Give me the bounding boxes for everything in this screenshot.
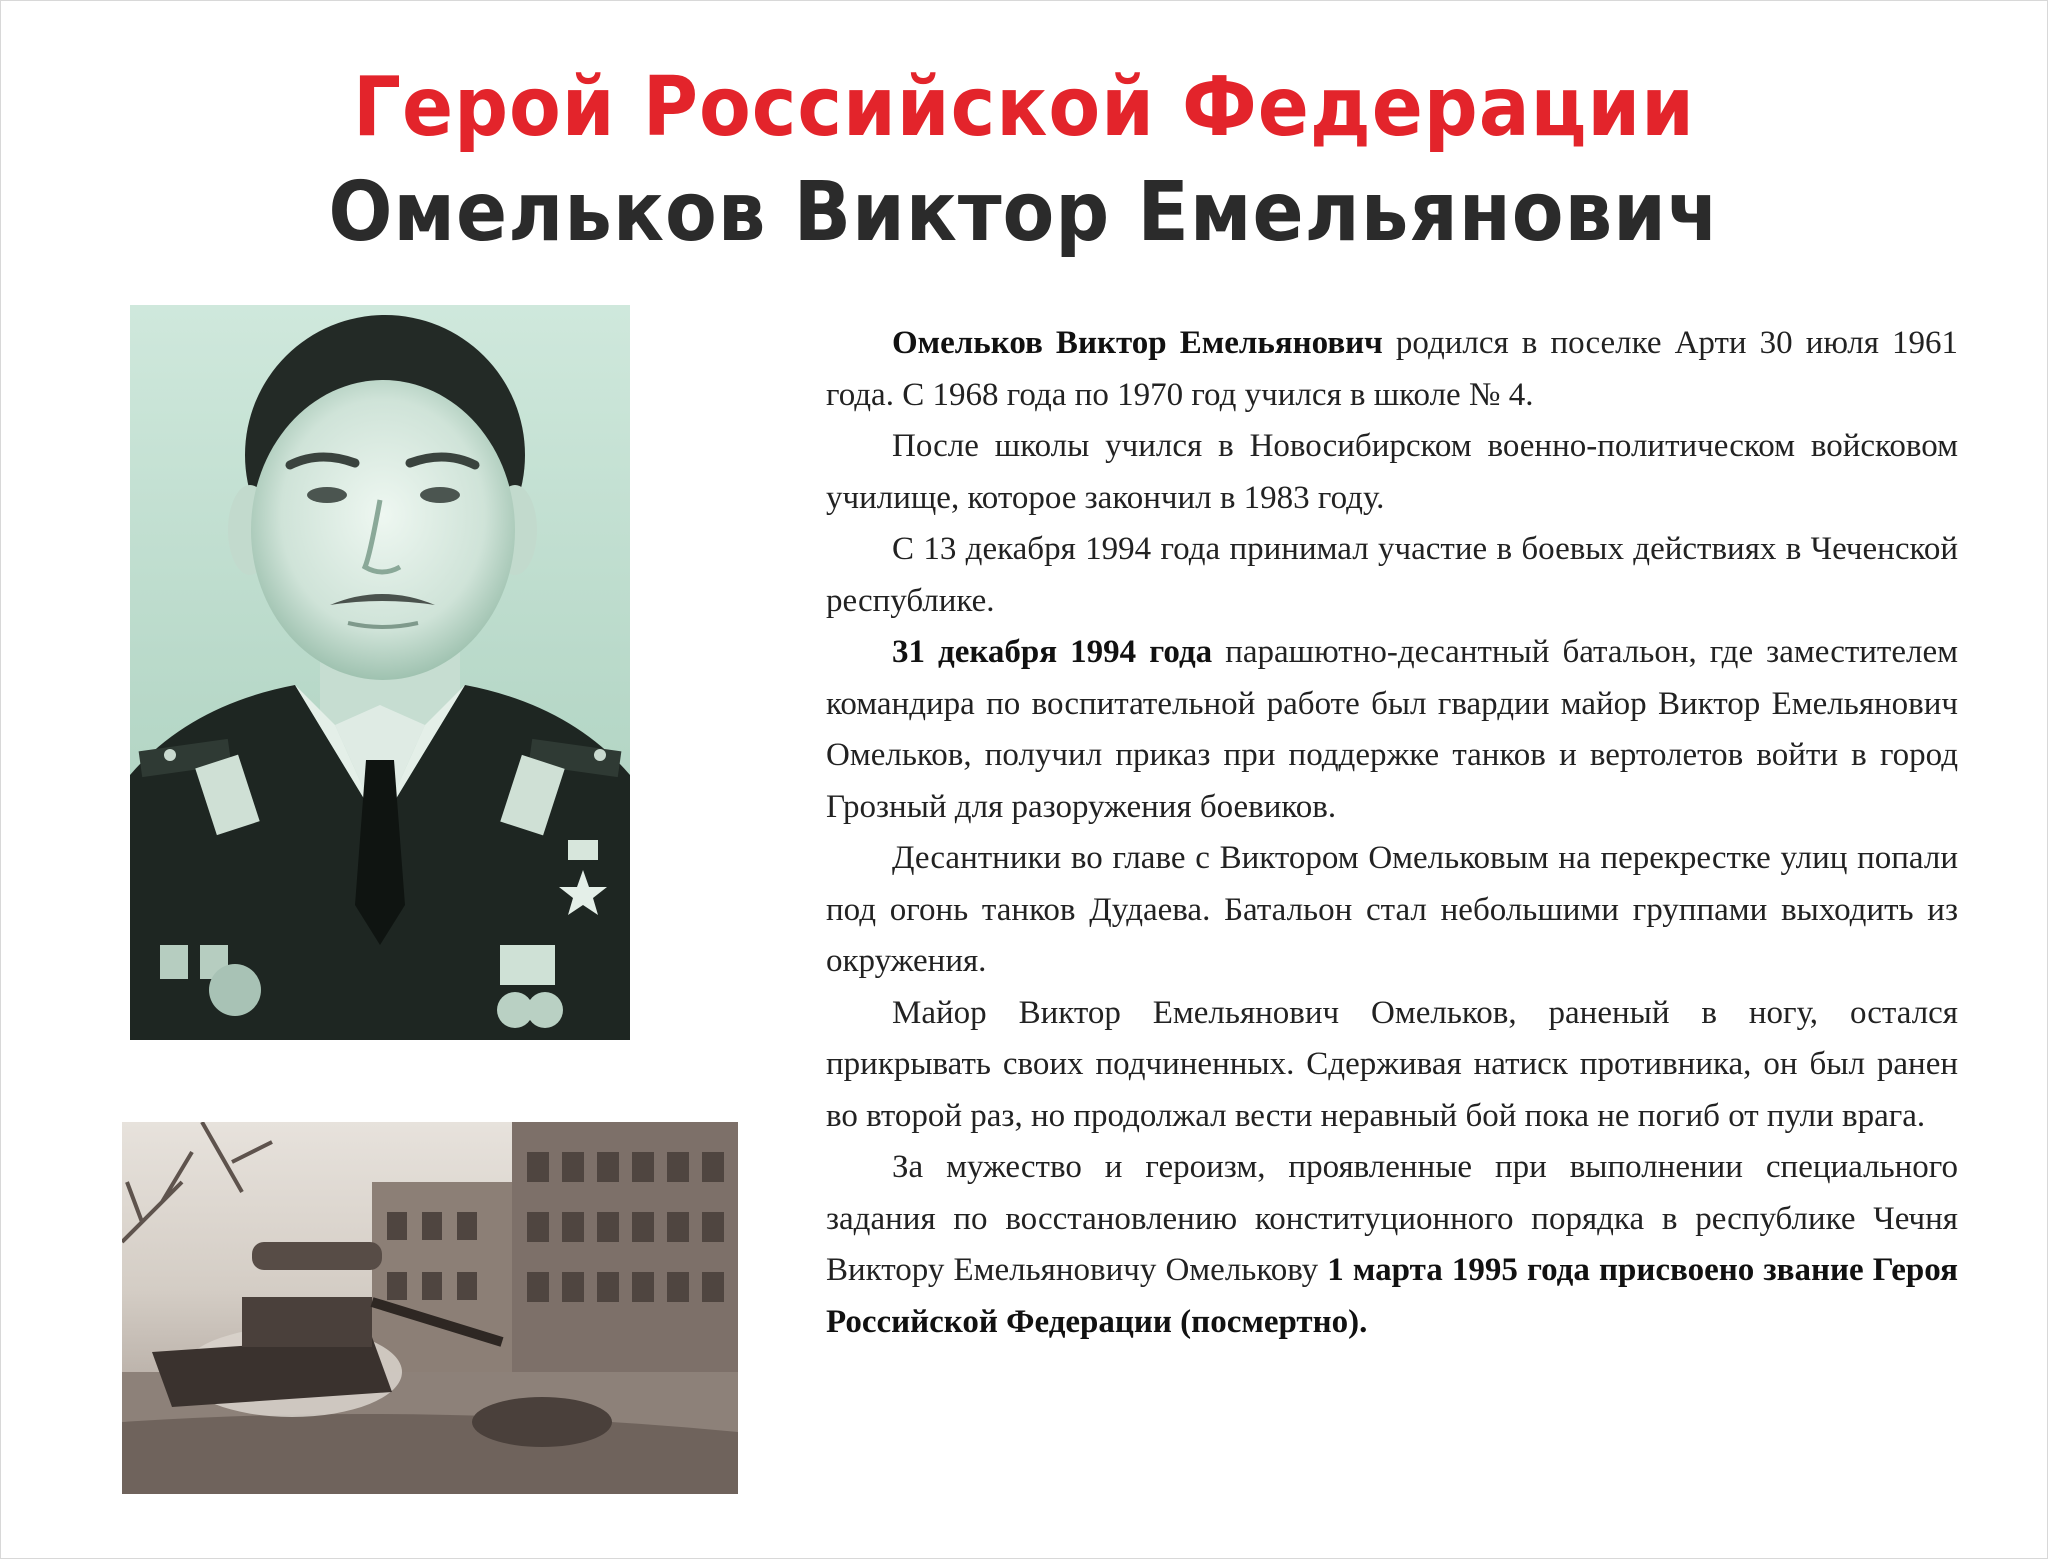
bio-name-bold: Омельков Виктор Емельянович <box>892 325 1383 361</box>
bio-paragraph-birth: Омельков Виктор Емельянович родился в поселке Арти 30 июля 1961 года. С 1968 года по 1970 год учился в школе № 4. <box>826 325 1958 413</box>
page-title: Герой Российской Федерации <box>353 60 1695 155</box>
bio-paragraph-award: За мужество и героизм, проявленные при выполнении специального задания по восстановлению конституционного порядка в республике Чечня Виктору Емельяновичу Омелькову 1 марта 1995 года присвоено звание Героя Российской Федерации (посмертно). <box>826 1149 1958 1340</box>
bio-paragraph-ambush: Десантники во главе с Виктором Омельковым на перекрестке улиц попали под огонь танков Дудаева. Батальон стал небольшими группами выходить из окружения. <box>826 840 1958 979</box>
bio-award-bold: 1 марта 1995 года присвоено звание Героя Российской Федерации (посмертно). <box>826 1252 1958 1340</box>
battle-scene-photo <box>122 1122 738 1494</box>
bio-paragraph-education: После школы учился в Новосибирском военно-политическом войсковом училище, которое закончил в 1983 году. <box>826 428 1958 516</box>
bio-date-bold: 31 декабря 1994 года <box>892 634 1213 670</box>
person-name-heading: Омельков Виктор Емельянович <box>328 165 1720 260</box>
portrait-photo <box>130 305 630 1040</box>
bio-paragraph-last-stand: Майор Виктор Емельянович Омельков, раненый в ногу, остался прикрывать своих подчиненных. Сдерживая натиск противника, он был ранен во второй раз, но продолжал вести неравный бой пока не погиб от пули врага. <box>826 994 1958 1134</box>
bio-paragraph-order: 31 декабря 1994 года парашютно-десантный батальон, где заместителем командира по воспитательной работе был гвардии майор Виктор Емельянович Омельков, получил приказ при поддержке танков и вертолетов войти в город Грозный для разоружения боевиков. <box>826 634 1959 825</box>
bio-paragraph-chechnya: С 13 декабря 1994 года принимал участие в боевых действиях в Чеченской республике. <box>826 531 1958 619</box>
biography-text <box>826 318 1958 1348</box>
